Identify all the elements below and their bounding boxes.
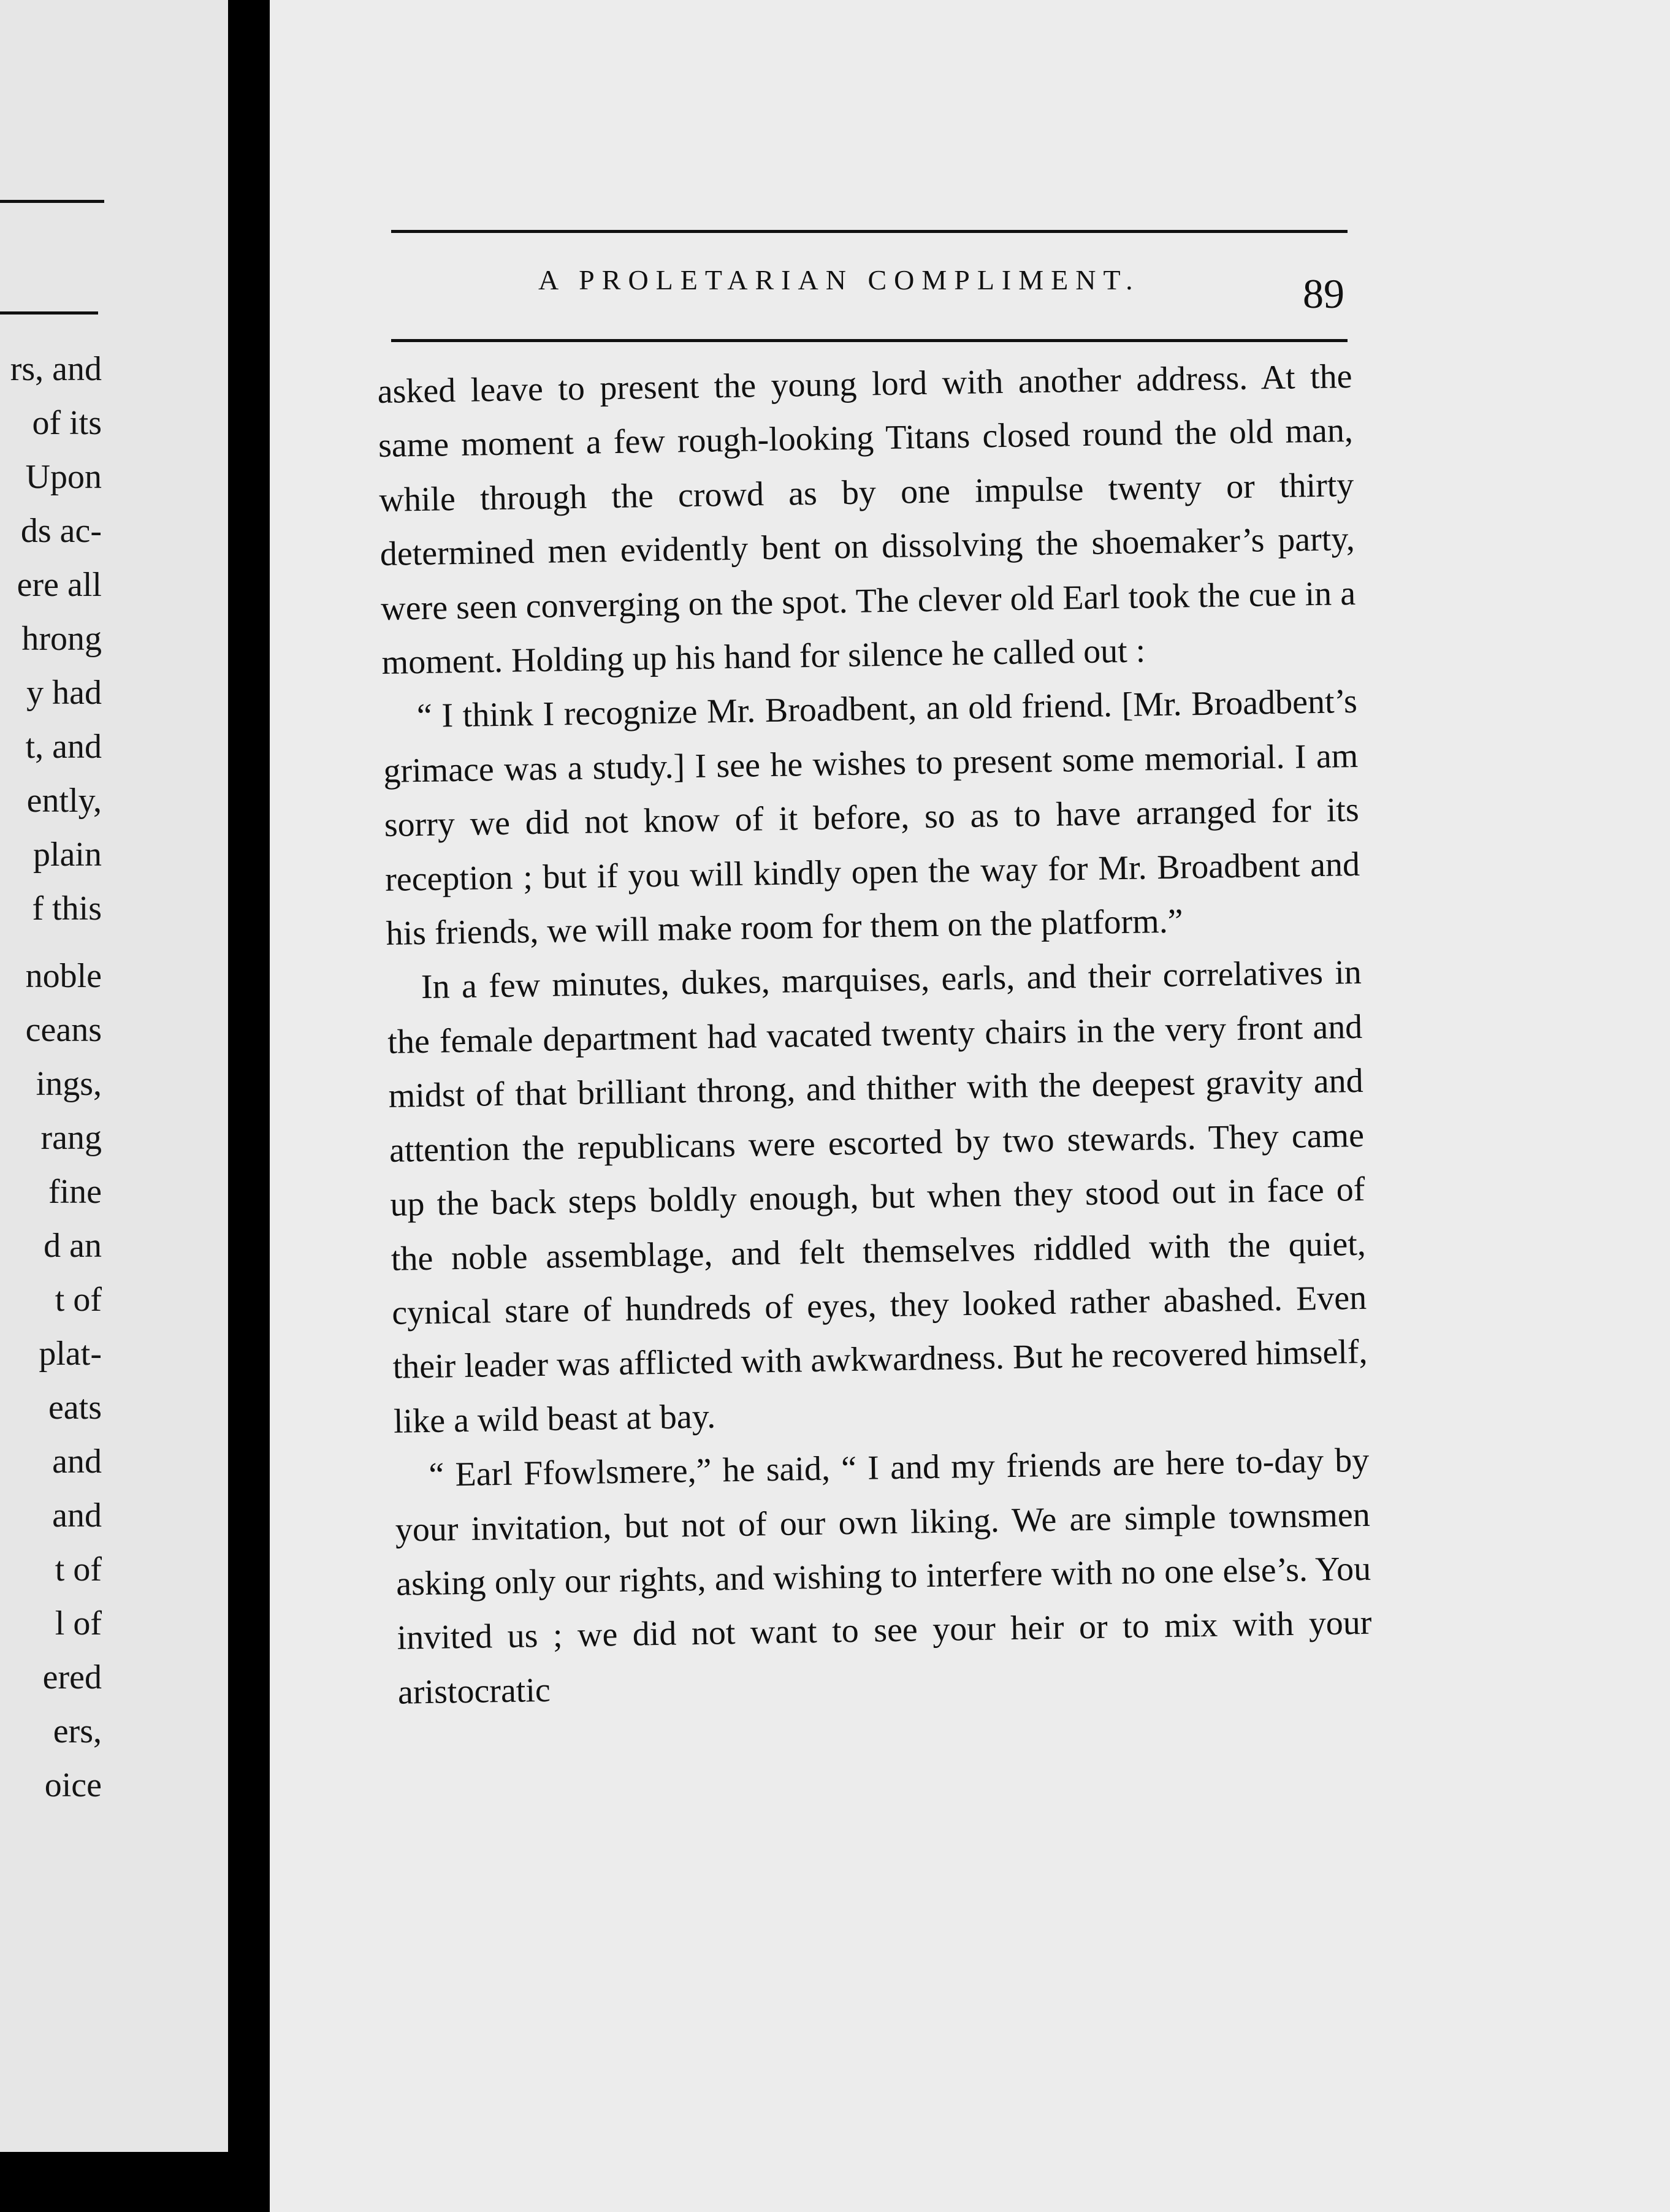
left-line: ceans xyxy=(25,1011,102,1049)
left-line: oice xyxy=(44,1766,102,1804)
left-page-text xyxy=(0,342,102,1812)
left-page-rule-top xyxy=(0,200,104,203)
left-line: ings, xyxy=(36,1065,102,1103)
left-line: ere all xyxy=(17,566,102,604)
body-text xyxy=(377,349,1373,1720)
left-line: and xyxy=(52,1443,102,1481)
left-line: t of xyxy=(55,1281,102,1319)
left-line: plain xyxy=(33,836,102,874)
paragraph: “ Earl Ffowlsmere,” he said, “ I and my friends are here to-day by your invitation, but not of our own liking. We are simple townsmen asking only our rights, and wishing to interfere with no one else’s. You invited us ; we did not want to see your heir or to mix with your aristocratic xyxy=(395,1441,1372,1712)
left-facing-page xyxy=(0,0,228,2152)
paragraph: “ I think I recognize Mr. Broadbent, an old friend. [Mr. Broadbent’s grimace was a study.] I see he wishes to present some memorial. I am sorry we did not know of it before, so as to have arranged for its reception ; but if you will kindly open the way for Mr. Broadbent and his friends, we will make room for them on the platform.” xyxy=(383,682,1360,953)
left-line: fine xyxy=(48,1173,102,1211)
left-line: Upon xyxy=(25,458,102,496)
left-line: y had xyxy=(26,674,102,712)
running-head: A PROLETARIAN COMPLIMENT. xyxy=(538,264,1140,296)
left-line: of its xyxy=(32,404,102,442)
left-line: eats xyxy=(48,1389,102,1427)
left-line: l of xyxy=(55,1604,102,1642)
left-line: plat- xyxy=(39,1335,102,1373)
left-line: and xyxy=(52,1497,102,1535)
left-line: d an xyxy=(44,1227,102,1265)
left-line: rs, and xyxy=(10,350,102,388)
left-line: ently, xyxy=(26,782,102,820)
left-line: hrong xyxy=(21,620,102,658)
left-page-rule-bottom xyxy=(0,311,98,315)
page-number: 89 xyxy=(1303,270,1344,317)
left-line: f this xyxy=(32,890,102,928)
left-line: ers, xyxy=(53,1712,102,1750)
book-page xyxy=(270,0,1670,2212)
left-line: ered xyxy=(42,1658,102,1696)
left-line: t of xyxy=(55,1550,102,1588)
header-rule-bottom xyxy=(391,339,1348,342)
header-rule-top xyxy=(391,230,1348,233)
left-line: ds ac- xyxy=(20,512,102,550)
left-line: noble xyxy=(25,957,102,995)
left-line: t, and xyxy=(25,728,102,766)
paragraph: In a few minutes, dukes, marquises, earls, and their correlatives in the female department had vacated twenty chairs in the very front and midst of that brilliant throng, and thither with the deepest gravity and attention the republicans were escorted by two stewards. They came up the back steps boldly enough, but when they stood out in face of the noble assemblage, and felt themselves riddled with the quiet, cynical stare of hundreds of eyes, they looked rather abashed. Even their leader was afflicted with awkwardness. But he recovered himself, like a wild beast at bay. xyxy=(387,953,1368,1441)
paragraph: asked leave to present the young lord with another address. At the same moment a few rough-looking Titans closed round the old man, while through the crowd as by one impulse twenty or thirty determined men evidently bent on dissolving the shoemaker’s party, were seen converging on the spot. The clever old Earl took the cue in a moment. Holding up his hand for silence he called out : xyxy=(377,357,1356,682)
left-line: rang xyxy=(40,1119,102,1157)
